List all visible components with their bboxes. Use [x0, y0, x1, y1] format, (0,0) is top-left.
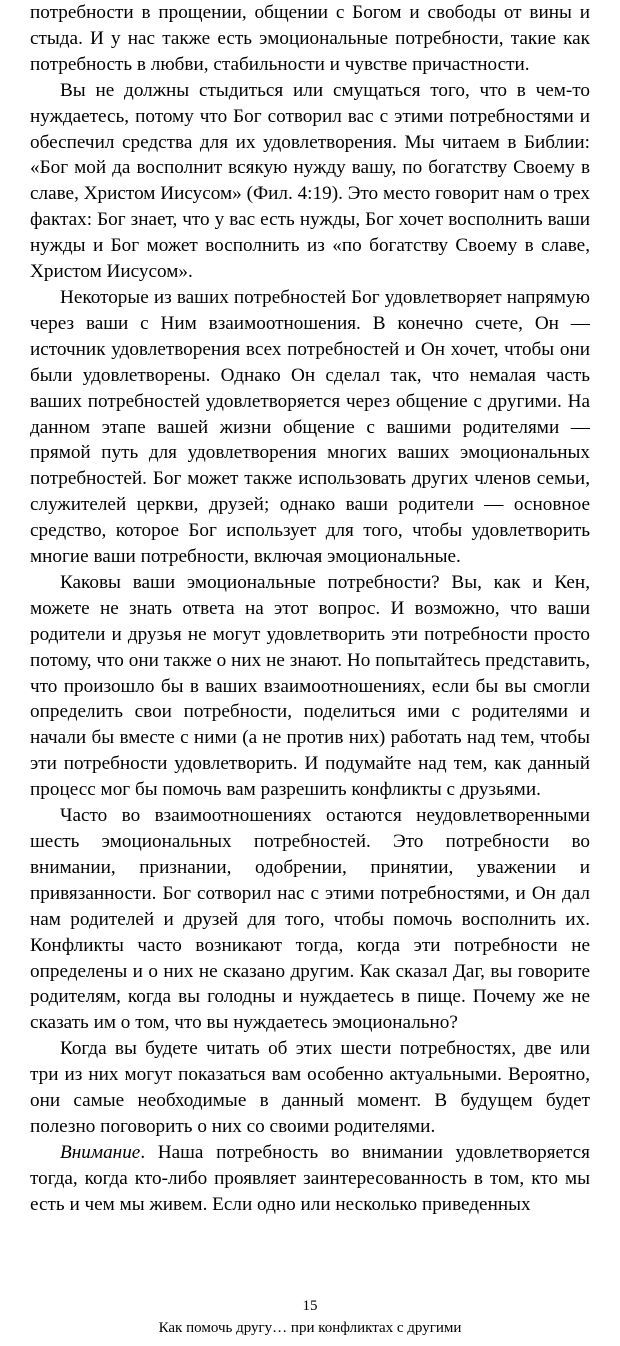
paragraph-text: Когда вы будете читать об этих шести потребностях, две или три из них могут показаться вам особенно актуальными. Вероятно, они самые необходимые в данный момент. В будущем будет полезно поговорить о них со своими родителями. [30, 1038, 590, 1137]
page-number: 15 [302, 1298, 318, 1314]
paragraph-text: Вы не должны стыдиться или смущаться того, что в чем-то нуждаетесь, потому что Бог сотворил вас с этими потребностями и обеспечил средства для их удовлетворения. Мы читаем в Библии: «Бог мой да восполнит всякую нужду вашу, по богатству Своему в славе, Христом Иисусом» (Фил. 4:19). Это место говорит нам о трех фактах: Бог знает, что у вас есть нужды, Бог хочет восполнить ваши нужды и Бог может восполнить из «по богатству Своему в славе, Христом Иисусом». [30, 79, 590, 283]
italic-term: Внимание [60, 1141, 141, 1163]
paragraph [30, 78, 590, 285]
running-footer: Как помочь другу… при конфликтах с другими [158, 1320, 462, 1336]
paragraph-text: Каковы ваши эмоциональные потребности? Вы, как и Кен, можете не знать ответа на этот вопрос. И возможно, что ваши родители и друзья не могут удовлетворить эти потребности просто потому, что они также о них не знают. Но попытайтесь представить, что произошло бы в ваших взаимоотношениях, если бы вы смогли определить свои потребности, поделиться ими с родителями и начали бы вместе с ними (а не против них) работать над тем, чтобы эти потребности удовлетворить. И подумайте над тем, как данный процесс мог бы помочь вам разрешить конфликты с друзьями. [30, 571, 590, 801]
paragraph [30, 1140, 590, 1218]
paragraph-continued [30, 0, 590, 78]
paragraph [30, 285, 590, 570]
paragraph-text: Часто во взаимоотношениях остаются неудовлетворенными шесть эмоциональных потребностей. Это потребности во внимании, признании, одобрении, принятии, уважении и привязанности. Бог сотворил нас с этими потребностями, и Он дал нам родителей и друзей для того, чтобы помочь восполнить их. Конфликты часто возникают тогда, когда эти потребности не определены и о них не сказано другим. Как сказал Даг, вы говорите родителям, когда вы голодны и нуждаетесь в пище. Почему же не сказать им о том, что вы нуждаетесь эмоционально? [30, 805, 590, 1034]
paragraph [30, 1036, 590, 1140]
paragraph [30, 803, 590, 1036]
body-text [30, 0, 590, 1218]
paragraph-text: потребности в прощении, общении с Богом и свободы от вины и стыда. И у нас также есть эмоциональные потребности, такие как потребность в любви, стабильности и чувстве причастности. [30, 2, 590, 75]
paragraph-text: Некоторые из ваших потребностей Бог удовлетворяет напрямую через ваши с Ним взаимоотношения. В конечно счете, Он — источник удовлетворения всех потребностей и Он хочет, чтобы они были удовлетворены. Однако Он сделал так, что немалая часть ваших потребностей удовлетворяется через общение с другими. На данном этапе вашей жизни общение с вашими родителями — прямой путь для удовлетворения многих ваших эмоциональных потребностей. Бог может также использовать других членов семьи, служителей церкви, друзей; однако ваши родители — основное средство, которое Бог использует для того, чтобы удовлетворить многие ваши потребности, включая эмоциональные. [30, 286, 590, 568]
paragraph [30, 570, 590, 803]
paragraph-text: . Наша потребность во внимании удовлетворяется тогда, когда кто-либо проявляет заинтересованность в том, кто мы есть и чем мы живем. Если одно или несколько приведенных [30, 1141, 590, 1215]
